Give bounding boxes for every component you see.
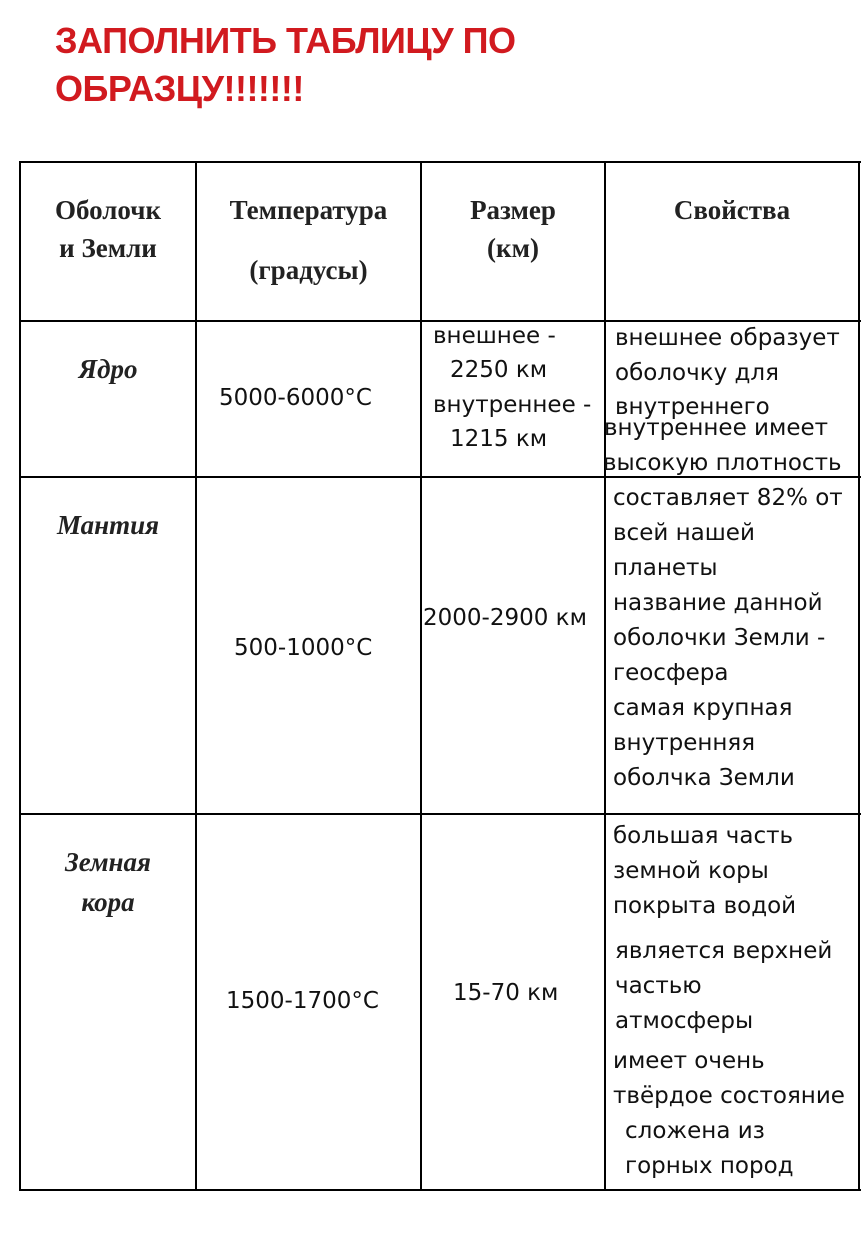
header-shell: Оболочк и Земли <box>54 195 162 263</box>
shell-name: Ядро <box>78 354 138 384</box>
size-line: 1215 км <box>450 426 548 452</box>
size-line: 2000-2900 км <box>423 605 587 631</box>
property-line: земной коры <box>613 858 769 884</box>
property-line: внутренняя <box>613 730 756 756</box>
temperature-value: 1500-1700°C <box>226 988 379 1014</box>
header-size: Размер (км) <box>470 195 556 263</box>
property-line: название данной <box>613 590 823 616</box>
property-line: всей нашей <box>613 520 755 546</box>
property-line: внутреннее имеет <box>604 415 829 441</box>
property-line: твёрдое состояние <box>613 1083 845 1109</box>
property-line: оболочку для <box>615 360 779 386</box>
size-line: 2250 км <box>450 357 548 383</box>
property-line: оболочки Земли - <box>613 625 826 651</box>
size-line: внутреннее - <box>433 392 592 418</box>
property-line: составляет 82% от <box>613 485 843 511</box>
table-border <box>858 161 860 1191</box>
property-line: самая крупная <box>613 695 793 721</box>
shell-name: Земная кора <box>65 847 151 917</box>
property-line: внутреннего <box>615 394 770 420</box>
property-line: покрыта водой <box>613 893 797 919</box>
column-divider <box>420 161 422 1191</box>
page-title-line-1: ЗАПОЛНИТЬ ТАБЛИЦУ ПО <box>55 20 516 61</box>
property-line: планеты <box>613 555 718 581</box>
property-line: высокую плотность <box>603 450 842 476</box>
temperature-value: 5000-6000°C <box>219 385 372 411</box>
header-temperature: Температура (градусы) <box>229 195 388 285</box>
column-divider <box>195 161 197 1191</box>
row-divider <box>19 813 861 815</box>
property-line: имеет очень <box>613 1048 765 1074</box>
size-line: внешнее - <box>433 323 556 349</box>
table-border <box>19 1189 861 1191</box>
temperature-value: 500-1000°C <box>234 635 373 661</box>
column-divider <box>604 161 606 1191</box>
property-line: сложена из <box>625 1118 765 1144</box>
property-line: большая часть <box>613 823 794 849</box>
property-line: является верхней <box>615 938 833 964</box>
shell-name: Мантия <box>56 510 160 540</box>
page-title-line-2: ОБРАЗЦУ!!!!!!! <box>55 68 304 109</box>
property-line: оболчка Земли <box>613 765 795 791</box>
table-border <box>19 161 861 163</box>
property-line: внешнее образует <box>615 325 840 351</box>
property-line: частью <box>615 973 702 999</box>
size-line: 15-70 км <box>453 980 559 1006</box>
property-line: горных пород <box>625 1153 794 1179</box>
property-line: атмосферы <box>615 1008 754 1034</box>
table-border <box>19 161 21 1191</box>
property-line: геосфера <box>613 660 729 686</box>
header-properties: Свойства <box>673 195 791 225</box>
